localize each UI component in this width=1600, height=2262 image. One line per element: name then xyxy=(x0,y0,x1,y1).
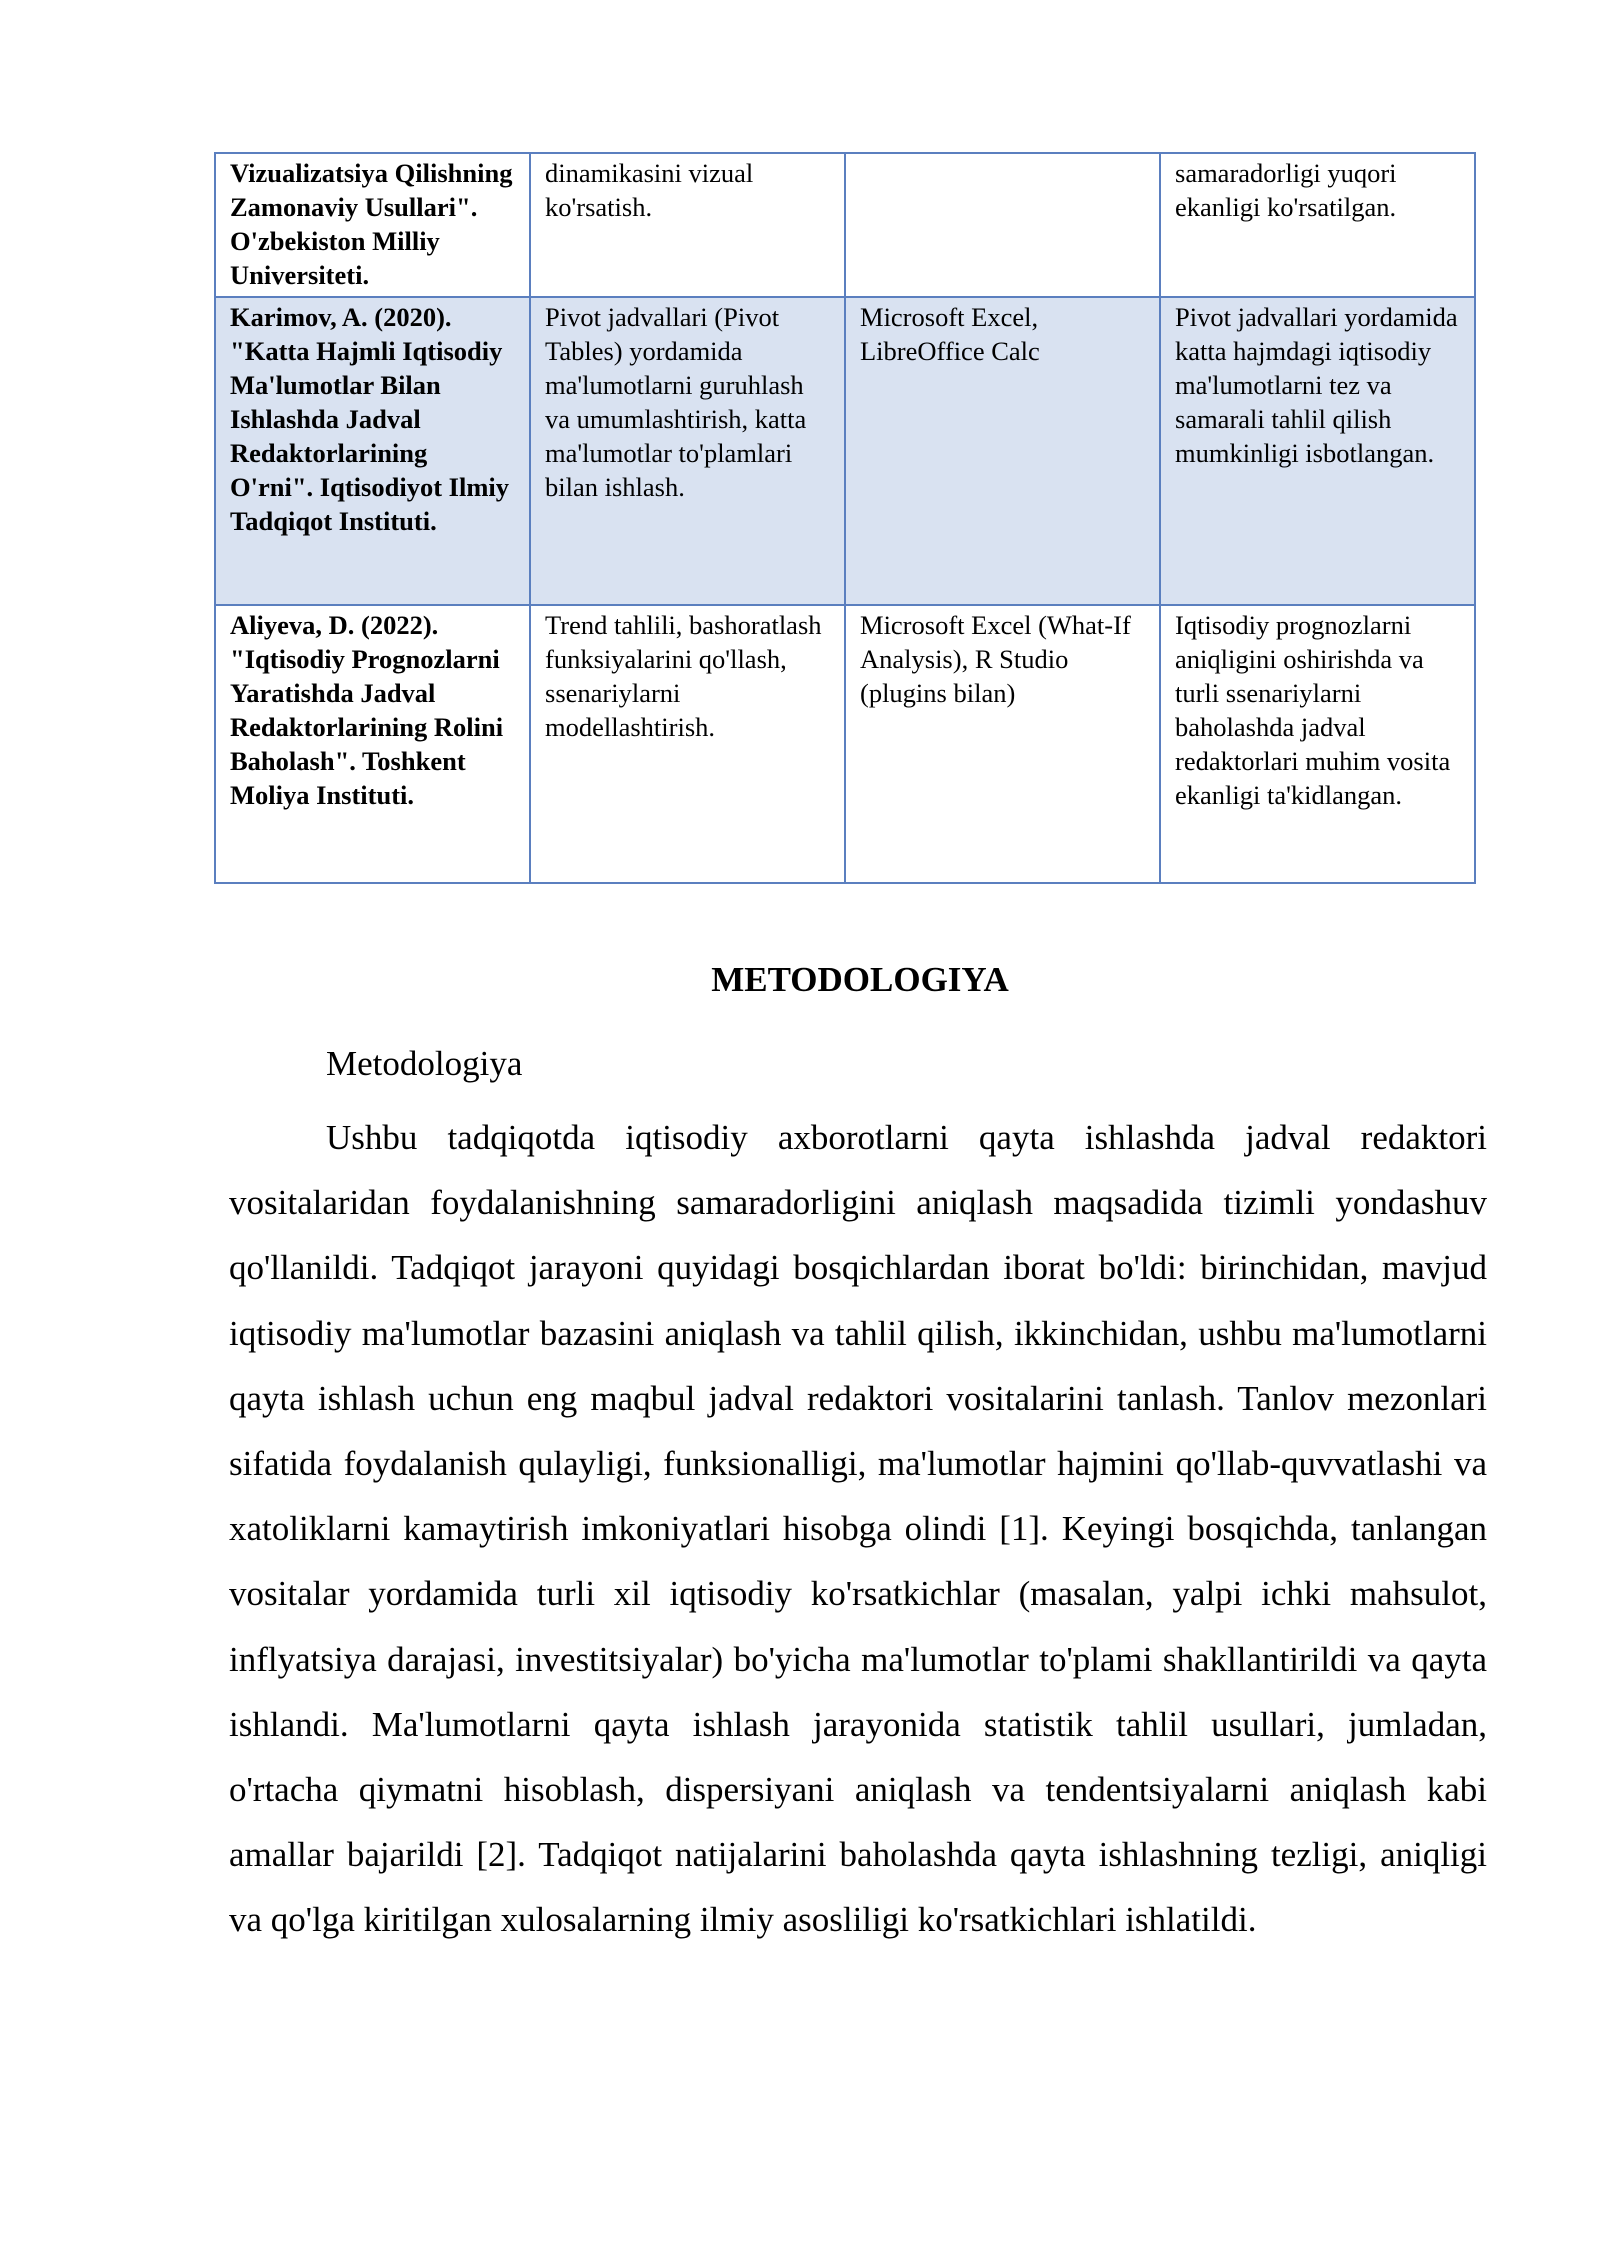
table-cell-method: Pivot jadvallari (Pivot Tables) yordamida ma'lumotlarni guruhlash va umumlashtirish, katta ma'lumotlar to'plamlari bilan ishlash. xyxy=(530,297,845,605)
table-cell-author: Karimov, A. (2020). "Katta Hajmli Iqtisodiy Ma'lumotlar Bilan Ishlashda Jadval Redaktorlarining O'rni". Iqtisodiyot Ilmiy Tadqiqot Instituti. xyxy=(215,297,530,605)
table-row xyxy=(215,153,1475,297)
table-cell-tools: Microsoft Excel, LibreOffice Calc xyxy=(845,297,1160,605)
table-cell-tools xyxy=(845,153,1160,297)
section-subheading: Metodologiya xyxy=(326,1044,523,1083)
table-row xyxy=(215,605,1475,883)
table-cell-method: Trend tahlili, bashoratlash funksiyalarini qo'llash, ssenariylarni modellashtirish. xyxy=(530,605,845,883)
table-cell-author: Vizualizatsiya Qilishning Zamonaviy Usullari". O'zbekiston Milliy Universiteti. xyxy=(215,153,530,297)
table-cell-result: samaradorligi yuqori ekanligi ko'rsatilgan. xyxy=(1160,153,1475,297)
section-heading: METODOLOGIYA xyxy=(711,960,1009,999)
table-cell-tools: Microsoft Excel (What-If Analysis), R Studio (plugins bilan) xyxy=(845,605,1160,883)
table-cell-result: Pivot jadvallari yordamida katta hajmdagi iqtisodiy ma'lumotlarni tez va samarali tahlil qilish mumkinligi isbotlangan. xyxy=(1160,297,1475,605)
table-cell-result: Iqtisodiy prognozlarni aniqligini oshirishda va turli ssenariylarni baholashda jadval redaktorlari muhim vosita ekanligi ta'kidlangan. xyxy=(1160,605,1475,883)
table-cell-author: Aliyeva, D. (2022). "Iqtisodiy Prognozlarni Yaratishda Jadval Redaktorlarining Rolini Baholash". Toshkent Moliya Instituti. xyxy=(215,605,530,883)
table-cell-method: dinamikasini vizual ko'rsatish. xyxy=(530,153,845,297)
methodology-paragraph: Ushbu tadqiqotda iqtisodiy axborotlarni qayta ishlashda jadval redaktori vositalaridan foydalanishning samaradorligini aniqlash maqsadida tizimli yondashuv qo'llanildi. Tadqiqot jarayoni quyidagi bosqichlardan iborat bo'ldi: birinchidan, mavjud iqtisodiy ma'lumotlar bazasini aniqlash va tahlil qilish, ikkinchidan, ushbu ma'lumotlarni qayta ishlash uchun eng maqbul jadval redaktori vositalarini tanlash. Tanlov mezonlari sifatida foydalanish qulayligi, funksionalligi, ma'lumotlar hajmini qo'llab-quvvatlashi va xatoliklarni kamaytirish imkoniyatlari hisobga olindi [1]. Keyingi bosqichda, tanlangan vositalar yordamida turli xil iqtisodiy ko'rsatkichlar (masalan, yalpi ichki mahsulot, inflyatsiya darajasi, investitsiyalar) bo'yicha ma'lumotlar to'plami shakllantirildi va qayta ishlandi. Ma'lumotlarni qayta ishlash jarayonida statistik tahlil usullari, jumladan, o'rtacha qiymatni hisoblash, dispersiyani aniqlash va tendentsiyalarni aniqlash kabi amallar bajarildi [2]. Tadqiqot natijalarini baholashda qayta ishlashning tezligi, aniqligi va qo'lga kiritilgan xulosalarning ilmiy asosliligi ko'rsatkichlari ishlatildi. xyxy=(229,1118,1487,1940)
table-row xyxy=(215,297,1475,605)
literature-review-table xyxy=(214,152,1476,884)
